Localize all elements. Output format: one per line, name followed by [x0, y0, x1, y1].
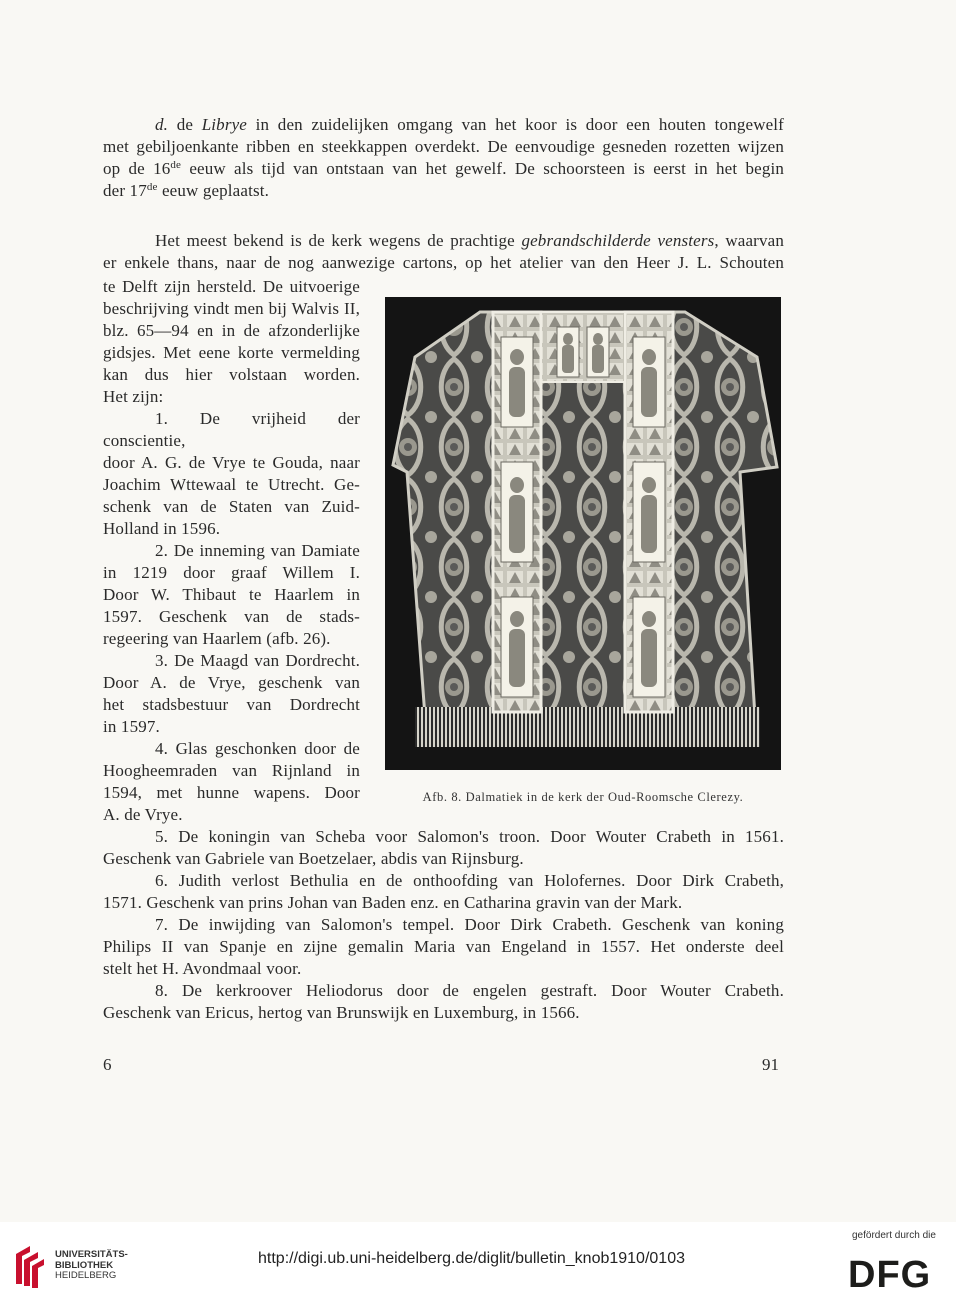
- text-line: Holland in 1596.: [103, 519, 221, 538]
- text-line: in 1219 door graaf Willem I.: [103, 563, 360, 582]
- text-line: Het zijn:: [103, 387, 164, 406]
- text-line: 6. Judith verlost Bethulia en de onthoofding van Holofernes. Door Dirk Crabeth,: [155, 871, 784, 890]
- dfg-funding-note: gefördert durch die: [852, 1230, 936, 1241]
- text-line: 1597. Geschenk van de stads-: [103, 607, 360, 626]
- text-line: in 1597.: [103, 717, 160, 736]
- text-line: 5. De koningin van Scheba voor Salomon's troon. Door Wouter Crabeth in 1561.: [155, 827, 784, 846]
- narrow-text-column: [103, 276, 360, 826]
- text-line: blz. 65—94 en in de afzonderlijke: [103, 321, 360, 340]
- text-line: kan dus hier volstaan worden.: [103, 365, 360, 384]
- viewer-footer: [0, 1222, 956, 1304]
- text-line: 7. De inwijding van Salomon's tempel. Door Dirk Crabeth. Geschenk van koning: [155, 915, 784, 934]
- text-line: het stadsbestuur van Dordrecht: [103, 695, 360, 714]
- text-line: Hoogheemraden van Rijnland in: [103, 761, 360, 780]
- text-line: Door A. de Vrye, geschenk van: [103, 673, 360, 692]
- text-line: 3. De Maagd van Dordrecht.: [155, 651, 360, 670]
- text-line: op de 16de eeuw als tijd van ontstaan van het gewelf. De schoorsteen is eerst in het begin: [103, 159, 784, 178]
- text-line: er enkele thans, naar de nog aanwezige cartons, op het atelier van den Heer J. L. Schouten: [103, 253, 784, 272]
- university-library-name: UNIVERSITÄTS- BIBLIOTHEK HEIDELBERG: [55, 1249, 128, 1281]
- text-line: 1594, met hunne wapens. Door: [103, 783, 360, 802]
- text-line: 1. De vrijheid der conscientie,: [103, 409, 360, 450]
- text-line: 4. Glas geschonken door de: [155, 739, 360, 758]
- text-line: beschrijving vindt men bij Walvis II,: [103, 299, 360, 318]
- text-line: Philips II van Spanje en zijne gemalin Maria van Engeland in 1557. Het onderste deel: [103, 937, 784, 956]
- page-number: 91: [762, 1055, 779, 1074]
- text-line: Het meest bekend is de kerk wegens de prachtige gebrandschilderde vensters, waarvan: [155, 231, 784, 250]
- dalmatic-illustration: [385, 297, 781, 770]
- text-line: regeering van Haarlem (afb. 26).: [103, 629, 331, 648]
- dalmatic-photo: [385, 297, 781, 770]
- text-line: Door W. Thibaut te Haarlem in: [103, 585, 360, 604]
- text-line: met gebiljoenkante ribben en steekkappen overdekt. De eenvoudige gesneden rozetten wijzen: [103, 137, 784, 156]
- text-line: door A. G. de Vrye te Gouda, naar: [103, 453, 360, 472]
- paragraph-vensters: [103, 230, 784, 274]
- university-library-logo-icon: [12, 1244, 48, 1288]
- text-line: 2. De inneming van Damiate: [155, 541, 360, 560]
- text-line: d. de Librye in den zuidelijken omgang van het koor is door een houten tongewelf: [155, 115, 784, 134]
- text-line: Geschenk van Ericus, hertog van Brunswijk en Luxemburg, in 1566.: [103, 1003, 580, 1022]
- text-line: der 17de eeuw geplaatst.: [103, 181, 269, 200]
- signature-mark: 6: [103, 1055, 112, 1074]
- text-line: 8. De kerkroover Heliodorus door de engelen gestraft. Door Wouter Crabeth.: [155, 981, 784, 1000]
- text-line: schenk van de Staten van Zuid-: [103, 497, 360, 516]
- dfg-logo: DFG: [848, 1254, 932, 1296]
- text-line: gidsjes. Met eene korte vermelding: [103, 343, 360, 362]
- full-width-list: [103, 826, 784, 1024]
- text-line: stelt het H. Avondmaal voor.: [103, 959, 302, 978]
- paragraph-librye: [103, 114, 784, 202]
- text-line: A. de Vrye.: [103, 805, 183, 824]
- text-line: te Delft zijn hersteld. De uitvoerige: [103, 277, 360, 296]
- text-line: Joachim Wttewaal te Utrecht. Ge-: [103, 475, 360, 494]
- text-line: 1571. Geschenk van prins Johan van Baden enz. en Catharina gravin van der Mark.: [103, 893, 683, 912]
- permalink-url[interactable]: http://digi.ub.uni-heidelberg.de/diglit/bulletin_knob1910/0103: [258, 1250, 685, 1267]
- text-line: Geschenk van Gabriele van Boetzelaer, abdis van Rijnsburg.: [103, 849, 524, 868]
- figure-caption: Afb. 8. Dalmatiek in de kerk der Oud-Roomsche Clerezy.: [422, 790, 744, 804]
